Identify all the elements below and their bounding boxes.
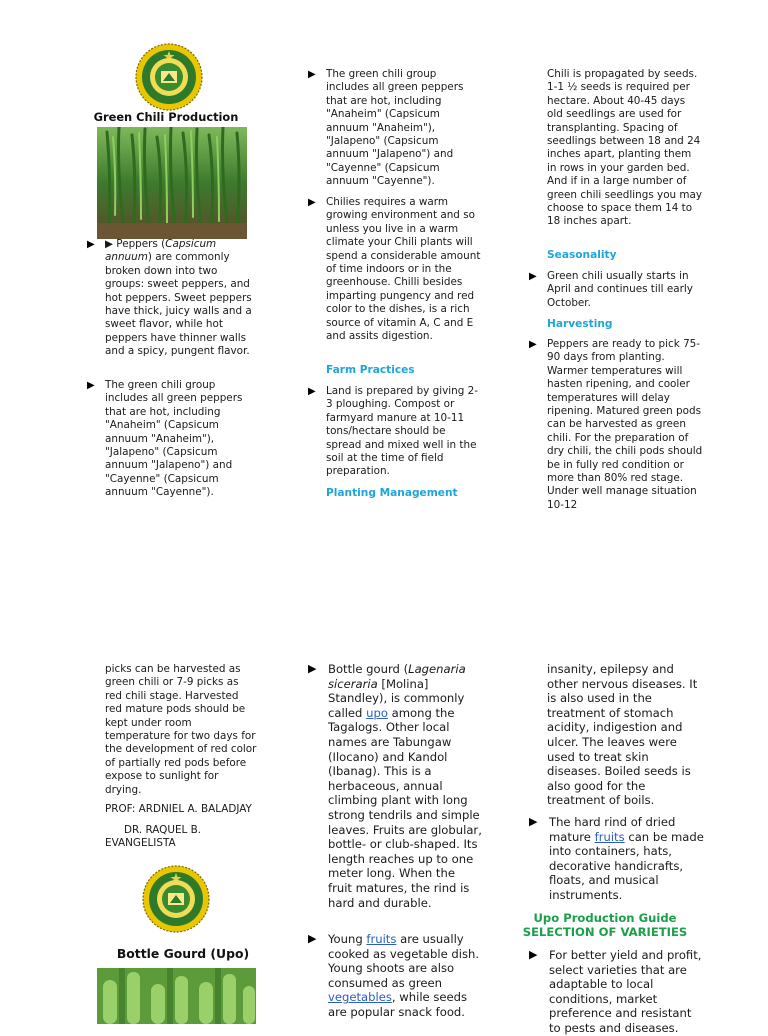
bullet-arrow-icon: ▶ <box>308 386 316 397</box>
list-item: ▶ The green chili group includes all green peppers that are hot, including "Anaheim" (Capsicum annuum "Anaheim"), "Jalapeno" (Capsicum annuum "Jalapeno") and "Cayenne" (Capsicum annuum "Cayenne"). <box>87 379 243 499</box>
section-heading-upo-guide: Upo Production Guide <box>533 911 677 925</box>
bullet-arrow-icon: ▶ <box>308 197 316 208</box>
page-title: Green Chili Production <box>93 110 239 124</box>
list-item: ▶ Green chili usually starts in April and continues till early October. <box>529 270 693 309</box>
bullet-arrow-icon: ▶ <box>529 815 538 828</box>
bullet-arrow-icon: ▶ <box>87 239 95 250</box>
paragraph-medicinal-uses: insanity, epilepsy and other nervous diseases. It is also used in the treatment of stomach acidity, indigestion and ulcer. The leaves were used to treat skin diseases. Boiled seeds is also good for the treatment of boils. <box>547 662 698 808</box>
list-item: ▶ The hard rind of dried mature fruits can be made into containers, hats, decorative handicrafts, floats, and musical instruments. <box>529 815 704 902</box>
bullet-arrow-icon: ▶ <box>87 380 95 391</box>
green-chili-plants-photo <box>97 127 247 239</box>
bullet-arrow-icon: ▶ <box>529 339 537 350</box>
bullet-arrow-icon: ▶ <box>308 662 317 675</box>
list-item: ▶ Land is prepared by giving 2-3 ploughing. Compost or farmyard manure at 10-11 tons/hectare should be spread and mixed well in the soil at the time of field preparation. <box>308 385 478 478</box>
link-upo[interactable]: upo <box>366 705 388 720</box>
paragraph-harvest-continued: picks can be harvested as green chili or 7-9 picks as red chili stage. Harvested red mature pods should be kept under room temperature for two days for the development of red color of partially red pods before expose to sunlight for drying. <box>105 663 257 796</box>
university-seal-icon <box>134 42 204 112</box>
list-item: ▶ Peppers are ready to pick 75-90 days from planting. Warmer temperatures will hasten ripening, and cooler temperatures will delay ripening. Matured green pods can be harvested as green chili. For the preparation of dry chili, the chili pods should be in fully red condition or more than 80% red stage. Under well manage situation 10-12 <box>529 338 703 511</box>
link-vegetables[interactable]: vegetables <box>328 990 392 1005</box>
list-item: ▶ For better yield and profit, select varieties that are adaptable to local conditions, market preference and resistant to pests and diseases. <box>529 948 702 1035</box>
university-seal-icon <box>138 864 214 934</box>
link-fruits[interactable]: fruits <box>594 829 625 844</box>
section-heading-planting-management: Planting Management <box>326 487 458 499</box>
paragraph-propagation: Chili is propagated by seeds. 1-1 ½ seeds is required per hectare. About 40-45 days old seedlings are used for transplanting. Spacing of seedlings between 18 and 24 inches apart, planting them in rows in your garden bed. And if in a large number of green chili seedlings you may choose to space them 14 to 18 inches apart. <box>547 68 703 228</box>
bullet-arrow-icon: ▶ <box>308 932 317 945</box>
section-heading-seasonality: Seasonality <box>547 249 617 261</box>
list-item: ▶ Chilies requires a warm growing environment and so unless you live in a warm climate your Chili plants will spend a considerable amount of time indoors or in the greenhouse. Chilli besides imparting pungency and red color to the dishes, is a rich source of vitamin A, C and E and assits digestion. <box>308 196 481 343</box>
section-heading-selection-of-varieties: SELECTION OF VARIETIES <box>522 925 688 939</box>
section-heading-harvesting: Harvesting <box>547 318 613 330</box>
list-item: ▶ Young fruits are usually cooked as vegetable dish. Young shoots are also consumed as green vegetables, while seeds are popular snack food. <box>308 932 480 1019</box>
bottle-gourd-plants-photo <box>97 968 256 1024</box>
section-heading-farm-practices: Farm Practices <box>326 364 415 376</box>
section-title-bottle-gourd: Bottle Gourd (Upo) <box>116 946 250 961</box>
bullet-arrow-icon: ▶ <box>308 69 316 80</box>
author-name: PROF: ARDNIEL A. BALADJAY <box>105 803 252 815</box>
link-fruits[interactable]: fruits <box>366 932 397 946</box>
bullet-arrow-icon: ▶ <box>529 271 537 282</box>
list-item: ▶ ▶ Peppers (Capsicum annuum) are commonly broken down into two groups: sweet peppers, and hot peppers. Sweet peppers have thick, juicy walls and a sweet flavor, while hot peppers have thinner walls and a spicy, pungent flavor. <box>87 238 252 358</box>
author-name: DR. RAQUEL B. EVANGELISTA <box>105 824 202 850</box>
list-item: ▶ Bottle gourd (Lagenaria siceraria [Molina] Standley), is commonly called upo among the Tagalogs. Other local names are Tabungaw (Ilocano) and Kandol (Ibanag). This is a herbaceous, annual climbing plant with long strong tendrils and simple leaves. Fruits are globular, bottle- or club-shaped. Its length reaches up to one meter long. When the fruit matures, the rind is hard and durable. <box>308 662 482 910</box>
list-item: ▶ The green chili group includes all green peppers that are hot, including "Anaheim" (Capsicum annuum "Anaheim"), "Jalapeno" (Capsicum annuum "Jalapeno") and "Cayenne" (Capsicum annuum "Cayenne"). <box>308 68 464 188</box>
bullet-arrow-icon: ▶ <box>529 948 538 961</box>
